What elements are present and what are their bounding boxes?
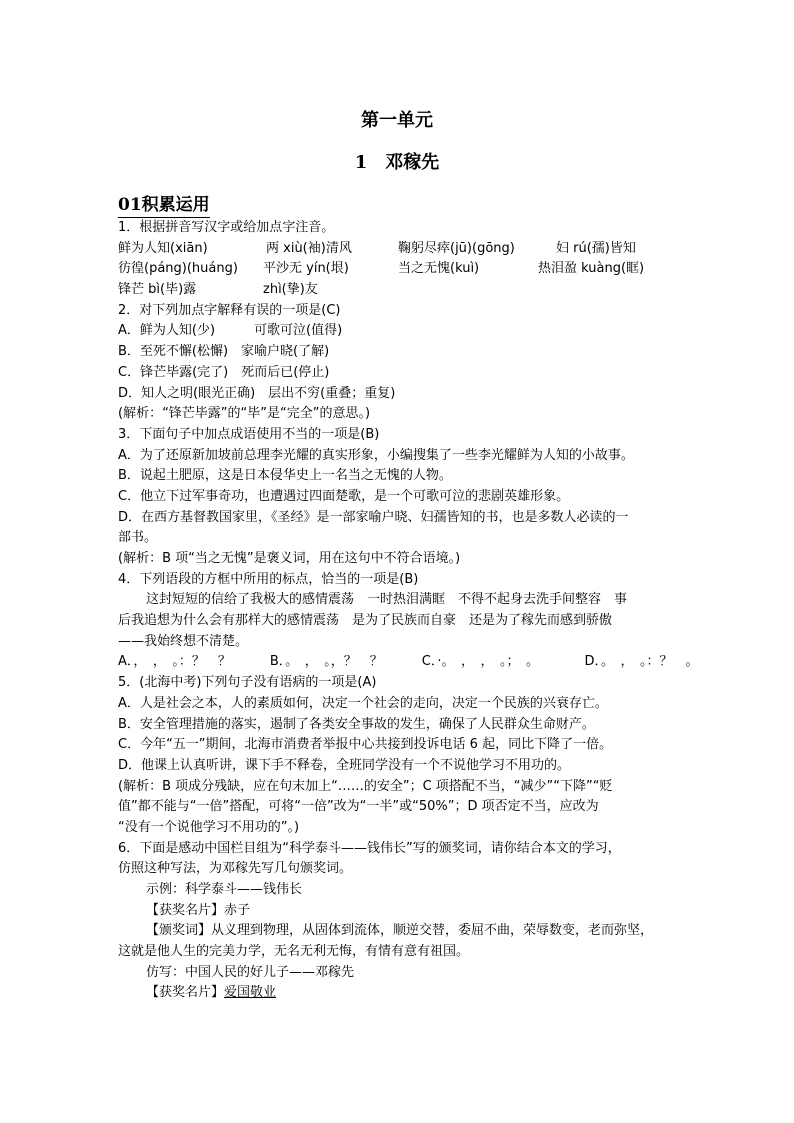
lesson-title [0, 148, 794, 174]
q3-option-a: A．为了还原新加坡前总理李光耀的真实形象，小编搜集了一些李光耀鲜为人知的小故事。 [118, 447, 634, 463]
exercise-content [118, 218, 699, 1004]
q5-option-d: D．他课上认真听讲，课下手不释卷，全班同学没有一个不说他学习不用功的。 [118, 757, 571, 773]
q6-award-card [118, 901, 680, 922]
q5-stem: 5．(北海中考)下列句子没有语病的一项是(A) [118, 675, 377, 691]
speech-text: 从义理到物理，从固体到流体，顺逆交替，委屈不曲，荣辱数变，老而弥坚， [211, 923, 654, 939]
section-heading: 01积累运用 [118, 190, 210, 218]
q2-option-b: B．至死不懈(松懈) 家喻户晓(了解) [118, 344, 330, 360]
q1-stem: 1．根据拼音写汉字或给加点字注音。 [118, 220, 335, 235]
q5-option-c: C．今年“五一”期间，北海市消费者举报中心共接到投诉电话 6 起，同比下降了一倍。 [118, 737, 613, 753]
q4-stem: 4．下列语段的方框中所用的标点，恰当的一项是(B) [118, 571, 419, 587]
q4-options: A．， ， 。：？ ？ B．。 ， 。，？ ？ C．·。 ， ， 。； 。 D．。 ， 。：？ 。 [118, 654, 699, 670]
lesson-number: 1 [354, 152, 368, 173]
q2-option-d: D．知人之明(眼光正确) 层出不穷(重叠；重复) [118, 385, 396, 401]
q1-row3 [118, 280, 680, 301]
q3-option-d-cont: 部书。 [118, 530, 158, 546]
unit-title: 第一单元 [361, 110, 433, 131]
q1-row2 [118, 259, 680, 280]
q6-speech-cont: 这就是他人生的完美力学，无名无利无悔，有情有意有祖国。 [118, 944, 470, 960]
q1-item: 平沙无 yín(垠) [263, 261, 349, 277]
q6-stem: 仿照这种写法，为邓稼先写几句颁奖词。 [118, 861, 353, 877]
q1-item: 彷徨(páng)(huáng) [118, 261, 238, 277]
q3-option-c: C．他立下过军事奇功，也遭遇过四面楚歌，是一个可歌可泣的悲剧英雄形象。 [118, 488, 570, 504]
award-label: 【获奖名片】 [146, 902, 225, 918]
q2-analysis: (解析：“锋芒毕露”的“毕”是“完全”的意思。) [118, 406, 371, 422]
q1-item: 锋芒 bì(毕)露 [118, 282, 197, 298]
award-answer: 爱国敬业 [224, 985, 277, 1001]
q1-item: 鞠躬尽瘁(jū)(gōng) [398, 240, 515, 256]
award-label: 【获奖名片】 [146, 985, 225, 1001]
q6-example: 示例：科学泰斗——钱伟长 [146, 882, 303, 897]
q2-option-a: A．鲜为人知(少) 可歌可泣(值得) [118, 323, 343, 339]
q5-analysis: (解析：B 项成分残缺，应在句末加上“……的安全”；C 项搭配不当，“减少”“下降”“贬 [118, 778, 613, 794]
q5-option-b: B．安全管理措施的落实，遏制了各类安全事故的发生，确保了人民群众生命财产。 [118, 716, 595, 732]
q6-stem: 6．下面是感动中国栏目组为“科学泰斗——钱伟长”写的颁奖词，请你结合本文的学习， [118, 840, 621, 856]
lesson-name: 邓稼先 [385, 152, 440, 173]
q3-analysis: (解析：B 项“当之无愧”是褒义词，用在这句中不符合语境。) [118, 551, 461, 566]
q3-option-b: B．说起土肥原，这是日本侵华史上一名当之无愧的人物。 [118, 468, 452, 484]
q1-item: 妇 rú(孺)皆知 [556, 240, 636, 256]
q3-option-d: D．在西方基督教国家里，《圣经》是一部家喻户晓、妇孺皆知的书，也是多数人必读的一 [118, 509, 629, 525]
q4-passage-line: ——我始终想不清楚。 [118, 633, 249, 649]
q4-passage-line: 这封短短的信给了我极大的感情震荡 一时热泪满眶 不得不起身去洗手间整容 事 [146, 592, 628, 608]
q6-speech [118, 921, 680, 942]
q2-stem: 2．对下列加点字解释有误的一项是(C) [118, 302, 341, 318]
q4-passage-line: 后我追想为什么会有那样大的感情震荡 是为了民族而自豪 还是为了稼先而感到骄傲 [118, 613, 613, 629]
q1-item: 两 xiù(袖)清风 [266, 240, 352, 256]
q6-award-card-answer [118, 983, 680, 1004]
q5-analysis: 值”都不能与“一倍”搭配，可将“一倍”改为“一半”或“50%”；D 项否定不当，应改为 [118, 799, 599, 815]
q1-item: 鲜为人知(xiān) [118, 240, 208, 256]
q3-stem: 3．下面句子中加点成语使用不当的一项是(B) [118, 426, 380, 442]
q1-item: 热泪盈 kuàng(眶) [538, 261, 645, 277]
q2-option-c: C．锋芒毕露(完了) 死而后已(停止) [118, 364, 330, 380]
q1-item: zhì(挚)友 [263, 282, 318, 298]
award-value: 赤子 [224, 902, 251, 918]
speech-label: 【颁奖词】 [146, 923, 212, 939]
q6-imitate: 仿写：中国人民的好儿子——邓稼先 [146, 964, 355, 980]
q5-option-a: A．人是社会之本，人的素质如何，决定一个社会的走向，决定一个民族的兴衰存亡。 [118, 695, 608, 711]
q1-row1 [118, 239, 680, 260]
q1-item: 当之无愧(kuì) [398, 261, 480, 277]
q5-analysis: “没有一个说他学习不用功的”。) [118, 819, 300, 835]
